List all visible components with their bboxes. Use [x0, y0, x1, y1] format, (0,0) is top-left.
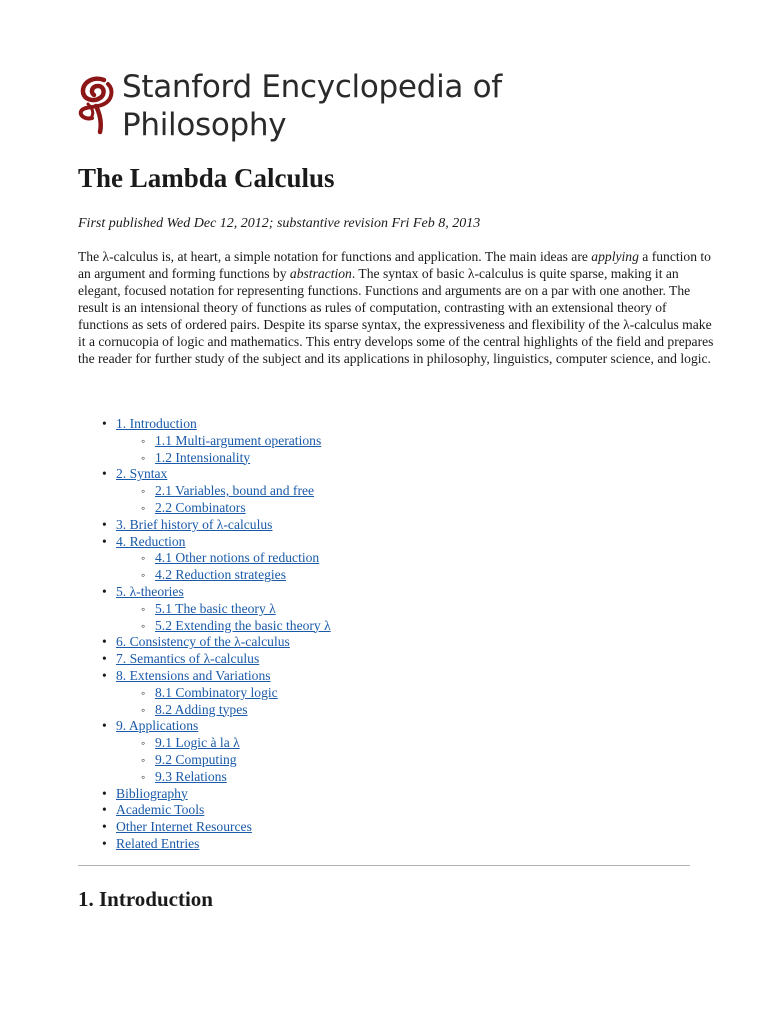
toc-link[interactable]: 1.2 Intensionality	[155, 449, 251, 465]
toc-item	[78, 836, 331, 853]
site-name-line2: Philosophy	[122, 107, 287, 143]
section-heading-introduction: 1. Introduction	[78, 887, 213, 911]
toc-link[interactable]: Related Entries	[116, 835, 200, 851]
sep-logo-icon[interactable]	[74, 74, 120, 136]
toc-subitem	[78, 433, 331, 450]
toc-link[interactable]: 8.1 Combinatory logic	[155, 684, 278, 700]
toc-item	[78, 466, 331, 483]
toc-link[interactable]: 8.2 Adding types	[155, 701, 248, 717]
section-divider	[78, 865, 690, 866]
preamble-emphasis-abstraction: abstraction	[289, 266, 352, 281]
article-title: The Lambda Calculus	[78, 163, 335, 193]
toc-item	[78, 802, 331, 819]
toc-item	[78, 819, 331, 836]
toc-subitem	[78, 702, 331, 719]
table-of-contents	[78, 416, 331, 853]
toc-item	[78, 668, 331, 685]
toc-link[interactable]: 4. Reduction	[116, 533, 186, 549]
toc-subitem	[78, 769, 331, 786]
toc-link[interactable]: 5.2 Extending the basic theory λ	[155, 617, 331, 633]
toc-link[interactable]: 9.2 Computing	[155, 751, 237, 767]
toc-link[interactable]: 6. Consistency of the λ-calculus	[116, 634, 290, 650]
toc-item	[78, 416, 331, 433]
toc-item	[78, 634, 331, 651]
toc-item	[78, 718, 331, 735]
toc-link[interactable]: 4.2 Reduction strategies	[155, 567, 286, 583]
toc-link[interactable]: 3. Brief history of λ-calculus	[116, 516, 273, 532]
toc-link[interactable]: 7. Semantics of λ-calculus	[116, 651, 260, 667]
toc-link[interactable]: 9.3 Relations	[155, 768, 227, 784]
toc-item	[78, 517, 331, 534]
site-name-line1: Stanford Encyclopedia of	[122, 69, 502, 105]
toc-item	[78, 786, 331, 803]
preamble-text-2: a function to an argument and forming functions by	[78, 249, 711, 281]
toc-link[interactable]: 2. Syntax	[116, 466, 168, 482]
toc-item	[78, 651, 331, 668]
toc-link[interactable]: 8. Extensions and Variations	[116, 667, 271, 683]
toc-subitem	[78, 685, 331, 702]
toc-list	[78, 416, 331, 853]
toc-subitem	[78, 601, 331, 618]
toc-link[interactable]: 1.1 Multi-argument operations	[155, 432, 322, 448]
preamble-emphasis-applying: applying	[591, 249, 639, 264]
site-name[interactable]	[122, 68, 502, 144]
toc-subitem	[78, 618, 331, 635]
toc-link[interactable]: 2.1 Variables, bound and free	[155, 483, 315, 499]
toc-link[interactable]: Other Internet Resources	[116, 819, 252, 835]
toc-item	[78, 534, 331, 551]
toc-link[interactable]: 5. λ-theories	[116, 583, 184, 599]
toc-subitem	[78, 500, 331, 517]
toc-subitem	[78, 550, 331, 567]
preamble	[78, 248, 718, 367]
toc-subitem	[78, 567, 331, 584]
toc-link[interactable]: Academic Tools	[116, 802, 205, 818]
toc-item	[78, 584, 331, 601]
toc-link[interactable]: 4.1 Other notions of reduction	[155, 550, 320, 566]
toc-subitem	[78, 752, 331, 769]
toc-link[interactable]: 2.2 Combinators	[155, 499, 246, 515]
publication-info: First published Wed Dec 12, 2012; substantive revision Fri Feb 8, 2013	[78, 216, 481, 231]
site-header	[74, 68, 502, 144]
toc-subitem	[78, 735, 331, 752]
toc-link[interactable]: 1. Introduction	[116, 416, 197, 431]
preamble-text-3: . The syntax of basic λ-calculus is quite sparse, making it an elegant, focused notation for representing functions. Functions and arguments are on a par with one another. The result is an intensional theory of functions as rules of computation, contrasting with an extensional theory of functions as sets of ordered pairs. Despite its sparse syntax, the expressiveness and flexibility of the λ-calculus make it a cornucopia of logic and mathematics. This entry develops some of the central highlights of the field and prepares the reader for further study of the subject and its applications in philosophy, linguistics, computer science, and logic.	[78, 266, 714, 366]
toc-link[interactable]: 9.1 Logic à la λ	[155, 735, 240, 751]
toc-link[interactable]: 5.1 The basic theory λ	[155, 600, 276, 616]
toc-subitem	[78, 483, 331, 500]
toc-subitem	[78, 450, 331, 467]
toc-link[interactable]: Bibliography	[116, 785, 188, 801]
preamble-text-1: The λ-calculus is, at heart, a simple notation for functions and application. The main ideas are	[78, 249, 592, 264]
toc-link[interactable]: 9. Applications	[116, 718, 199, 734]
